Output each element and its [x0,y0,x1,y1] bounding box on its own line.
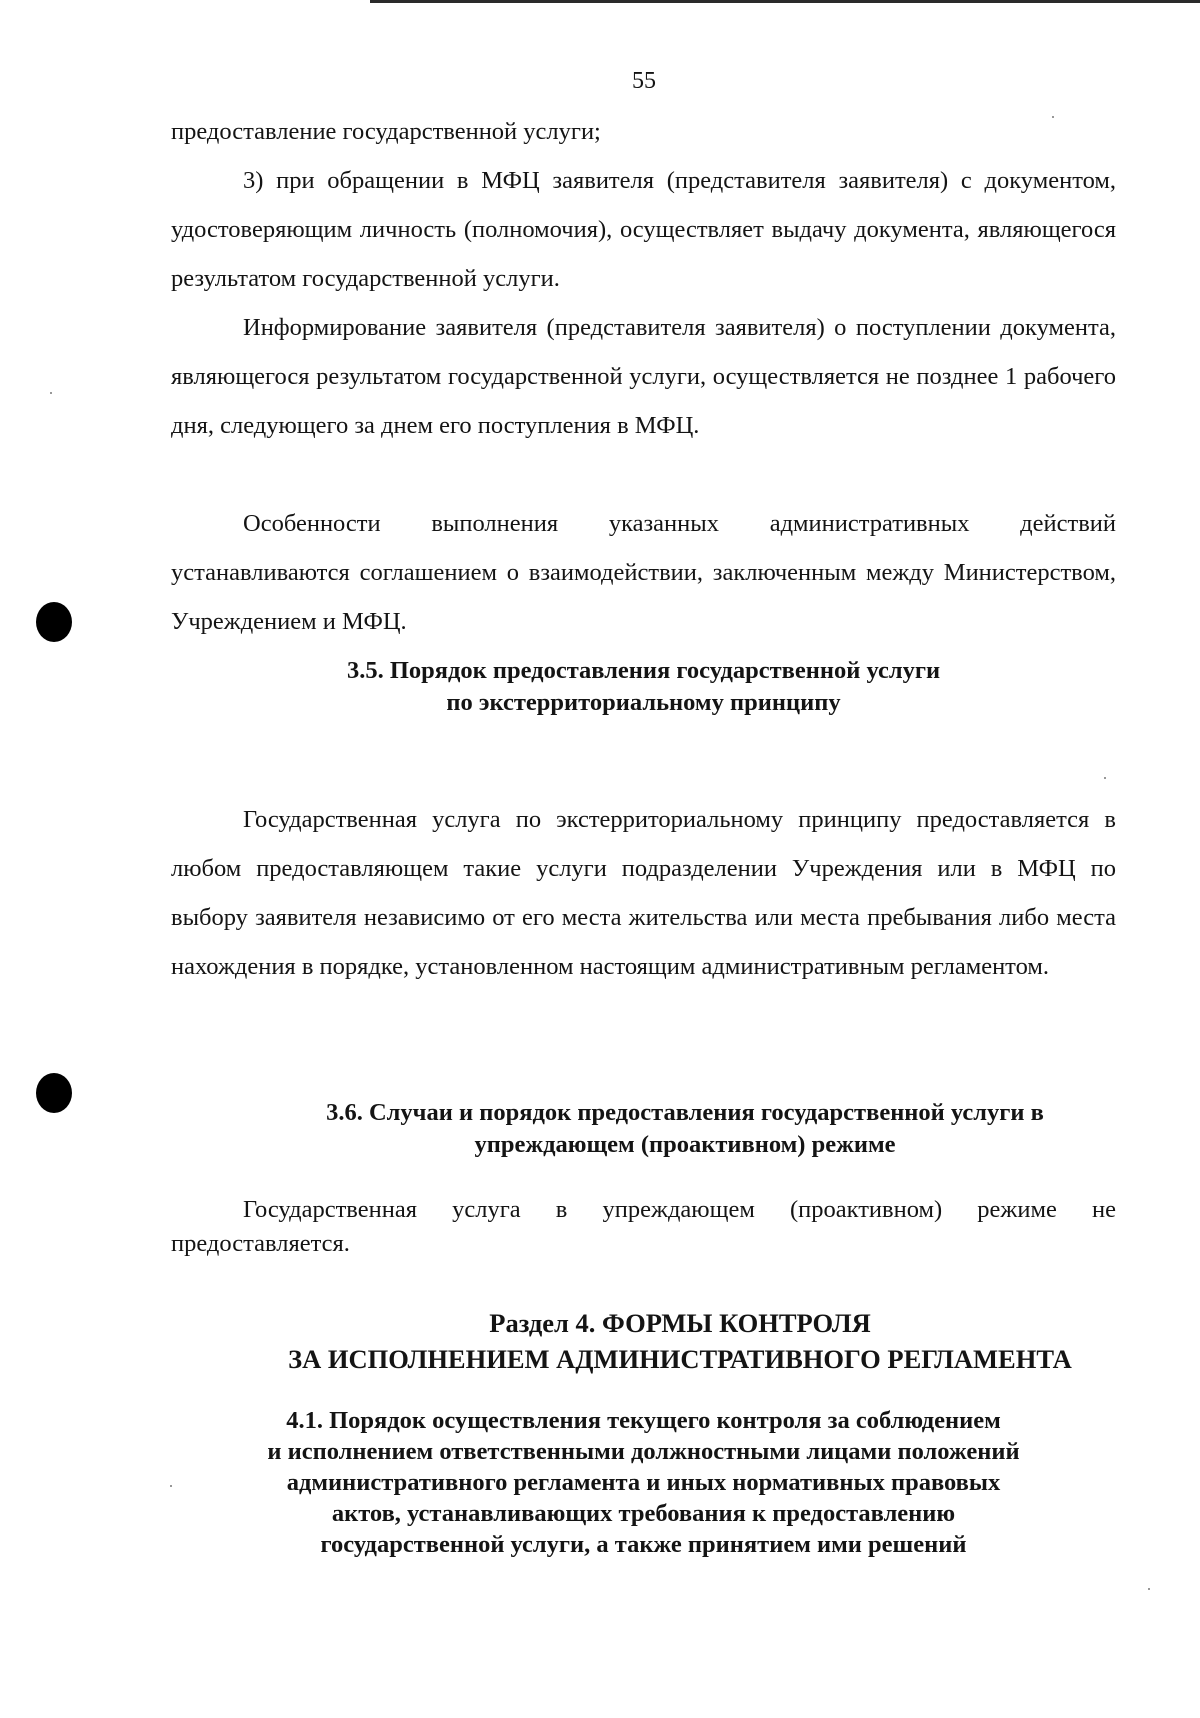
scan-speck [50,392,52,394]
heading-3-5-line-2: по экстерриториальному принципу [446,689,841,716]
paragraph-service-provision: предоставление государственной услуги; [171,118,601,145]
heading-4-1-line-1: 4.1. Порядок осуществления текущего контроля за соблюдением [286,1407,1001,1434]
heading-4-1-line-3: административного регламента и иных нормативных правовых [286,1469,1001,1496]
paragraph-proactive: Государственная услуга в упреждающем (проактивном) режиме не предоставляется. [171,1196,1116,1257]
binder-hole-upper [36,602,72,642]
heading-3-6-line-2: упреждающем (проактивном) режиме [474,1131,896,1158]
section-4-title-line-2: ЗА ИСПОЛНЕНИЕМ АДМИНИСТРАТИВНОГО РЕГЛАМЕНТА [288,1344,1072,1374]
heading-4-1 [171,1405,1116,1560]
heading-3-6 [250,1097,1120,1161]
paragraph-features: Особенности выполнения указанных административных действий устанавливаются соглашением о взаимодействии, заключенным между Министерством, Учреждением и МФЦ. [171,510,1116,635]
paragraph-extraterritorial: Государственная услуга по экстерриториальному принципу предоставляется в любом предоставляющем такие услуги подразделении Учреждения или в МФЦ по выбору заявителя независимо от его места жительства или места пребывания либо места нахождения в порядке, установленном настоящим административным регламентом. [171,806,1116,980]
scan-speck [1148,1588,1150,1590]
heading-4-1-line-5: государственной услуги, а также принятием ими решений [320,1531,967,1558]
heading-3-6-line-1: 3.6. Случаи и порядок предоставления государственной услуги в [326,1099,1044,1126]
heading-4-1-line-2: и исполнением ответственными должностными лицами положений [267,1438,1020,1465]
section-4-title [230,1305,1130,1377]
top-edge-rule [370,0,1200,3]
heading-4-1-line-4: актов, устанавливающих требования к предоставлению [331,1500,956,1527]
binder-hole-lower [36,1073,72,1113]
page-number: 55 [632,68,656,94]
section-4-title-line-1: Раздел 4. ФОРМЫ КОНТРОЛЯ [489,1308,871,1338]
heading-3-5-line-1: 3.5. Порядок предоставления государственной услуги [346,657,941,684]
paragraph-item-3: 3) при обращении в МФЦ заявителя (представителя заявителя) с документом, удостоверяющим личность (полномочия), осуществляет выдачу документа, являющегося результатом государственной услуги. [171,167,1116,292]
scan-speck [1104,777,1106,779]
heading-3-5 [171,655,1116,719]
paragraph-informing: Информирование заявителя (представителя заявителя) о поступлении документа, являющегося результатом государственной услуги, осуществляется не позднее 1 рабочего дня, следующего за днем его поступления в МФЦ. [171,314,1116,439]
